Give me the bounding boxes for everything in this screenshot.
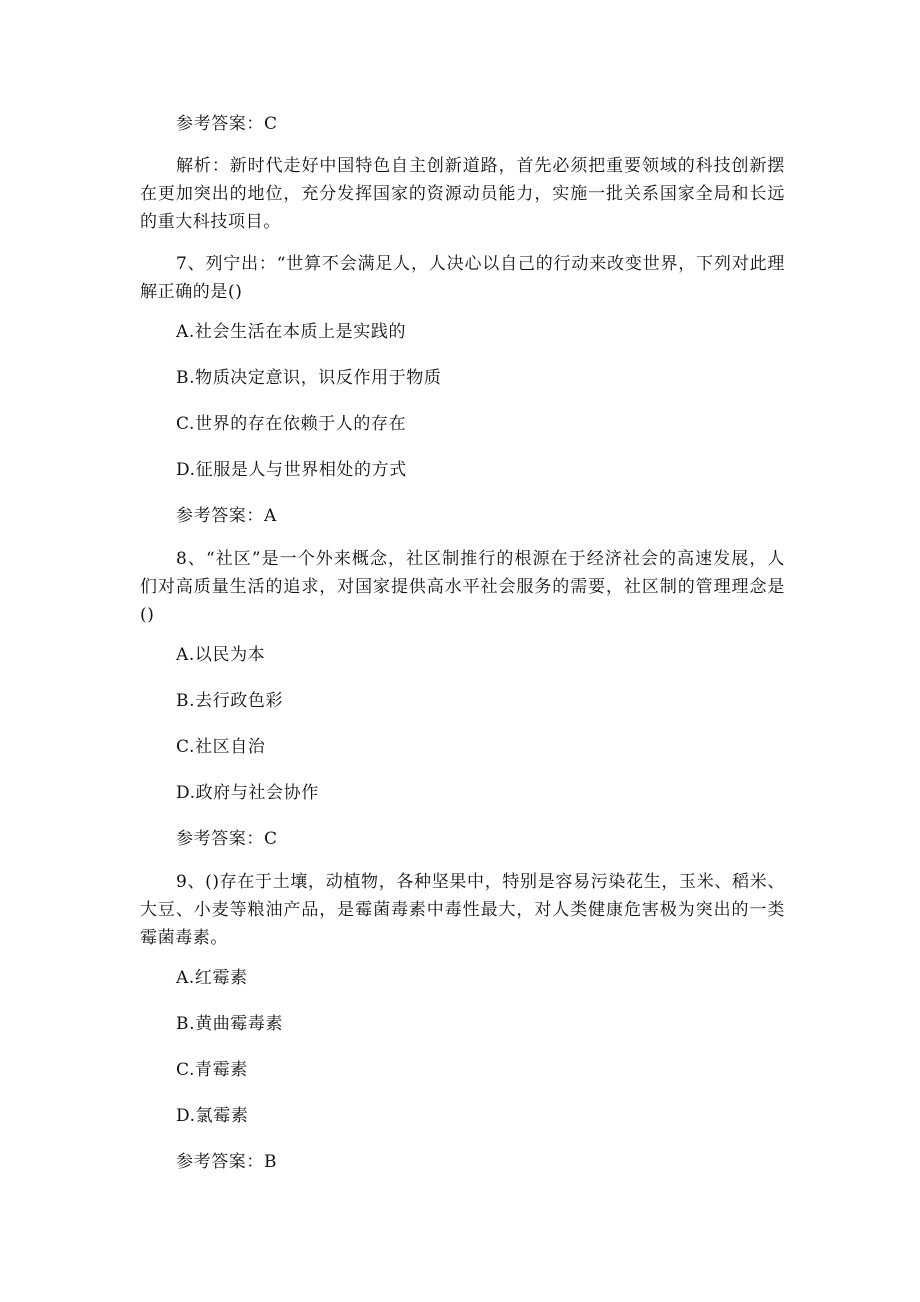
q7-option-a: A.社会生活在本质上是实践的 <box>176 322 407 342</box>
q8-option-b: B.去行政色彩 <box>176 691 284 711</box>
q9-option-d: D.氯霉素 <box>176 1106 249 1126</box>
q8-stem: 8、“社区”是一个外来概念，社区制推行的根源在于经济社会的高速发展，人们对高质量生活的追求，对国家提供高水平社会服务的需要，社区制的管理理念是() <box>140 549 785 625</box>
q9-option-c: C.青霉素 <box>176 1060 248 1080</box>
q8-option-d: D.政府与社会协作 <box>176 783 319 803</box>
analysis-paragraph: 解析：新时代走好中国特色自主创新道路，首先必须把重要领域的科技创新摆在更加突出的地位，充分发挥国家的资源动员能力，实施一批关系国家全局和长远的重大科技项目。 <box>140 156 785 232</box>
q8-option-a: A.以民为本 <box>176 645 266 665</box>
answer-prev: 参考答案：C <box>176 114 278 134</box>
q9-stem: 9、()存在于土壤，动植物，各种坚果中，特别是容易污染花生，玉米、稻米、大豆、小麦等粮油产品，是霉菌毒素中毒性最大，对人类健康危害极为突出的一类霉菌毒素。 <box>140 872 785 948</box>
q8-answer: 参考答案：C <box>176 829 278 849</box>
q8-option-c: C.社区自治 <box>176 737 266 757</box>
q9-option-b: B.黄曲霉毒素 <box>176 1014 284 1034</box>
q9-answer: 参考答案：B <box>176 1152 278 1172</box>
q7-option-b: B.物质决定意识，识反作用于物质 <box>176 368 442 388</box>
q7-option-c: C.世界的存在依赖于人的存在 <box>176 414 407 434</box>
q7-answer: 参考答案：A <box>176 506 277 526</box>
q9-option-a: A.红霉素 <box>176 968 248 988</box>
q7-stem: 7、列宁出：“世算不会满足人，人决心以自己的行动来改变世界，下列对此理解正确的是() <box>140 254 785 302</box>
q7-option-d: D.征服是人与世界相处的方式 <box>176 460 407 480</box>
